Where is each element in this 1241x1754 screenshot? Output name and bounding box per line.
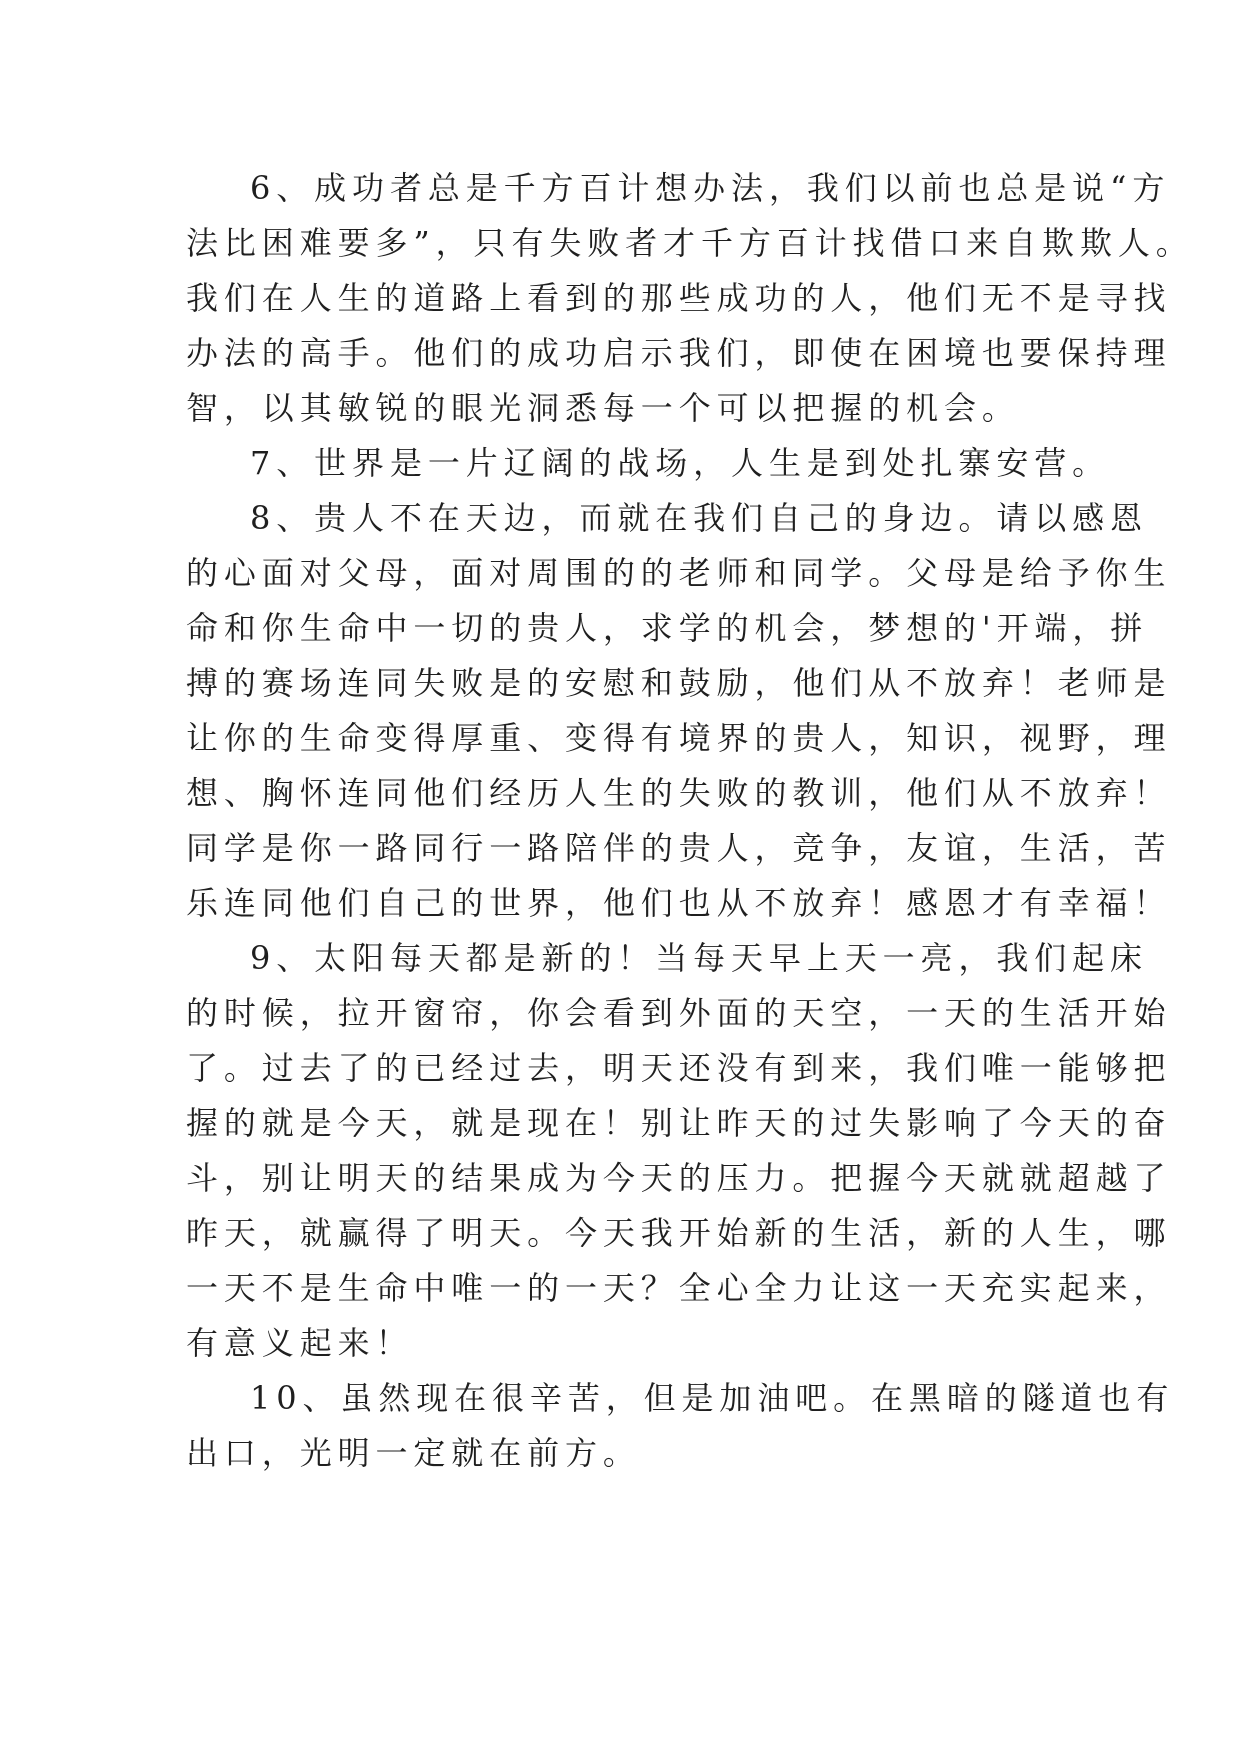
text-line: 乐连同他们自己的世界，他们也从不放弃！感恩才有幸福！	[186, 884, 1172, 922]
text-line: 8、贵人不在天边，而就在我们自己的身边。请以感恩	[250, 499, 1148, 537]
text-line: 斗，别让明天的结果成为今天的压力。把握今天就就超越了	[186, 1159, 1172, 1197]
text-line: 了。过去了的已经过去，明天还没有到来，我们唯一能够把	[186, 1049, 1172, 1087]
text-line: 6、成功者总是千方百计想办法，我们以前也总是说“方	[250, 169, 1171, 207]
text-line: 的时候，拉开窗帘，你会看到外面的天空，一天的生活开始	[186, 994, 1172, 1032]
text-line: 的心面对父母，面对周围的的老师和同学。父母是给予你生	[186, 554, 1172, 592]
text-line: 一天不是生命中唯一的一天？全心全力让这一天充实起来，	[186, 1269, 1172, 1307]
text-line: 7、世界是一片辽阔的战场，人生是到处扎寨安营。	[250, 444, 1111, 482]
text-line: 10、虽然现在很辛苦，但是加油吧。在黑暗的隧道也有	[250, 1379, 1175, 1417]
text-line: 想、胸怀连同他们经历人生的失败的教训，他们从不放弃！	[186, 774, 1172, 812]
text-line: 出口，光明一定就在前方。	[186, 1434, 641, 1472]
text-line: 昨天，就赢得了明天。今天我开始新的生活，新的人生，哪	[186, 1214, 1172, 1252]
text-line: 搏的赛场连同失败是的安慰和鼓励，他们从不放弃！老师是	[186, 664, 1172, 702]
text-line: 我们在人生的道路上看到的那些成功的人，他们无不是寻找	[186, 279, 1172, 317]
text-line: 让你的生命变得厚重、变得有境界的贵人，知识，视野，理	[186, 719, 1172, 757]
text-line: 同学是你一路同行一路陪伴的贵人，竞争，友谊，生活，苦	[186, 829, 1172, 867]
text-line: 智，以其敏锐的眼光洞悉每一个可以把握的机会。	[186, 389, 1020, 427]
text-line: 有意义起来！	[186, 1324, 414, 1362]
text-line: 握的就是今天，就是现在！别让昨天的过失影响了今天的奋	[186, 1104, 1172, 1142]
text-line: 法比困难要多”，只有失败者才千方百计找借口来自欺欺人。	[186, 224, 1194, 262]
text-line: 命和你生命中一切的贵人，求学的机会，梦想的'开端，拼	[186, 609, 1149, 647]
text-line: 办法的高手。他们的成功启示我们，即使在困境也要保持理	[186, 334, 1172, 372]
text-line: 9、太阳每天都是新的！当每天早上天一亮，我们起床	[250, 939, 1148, 977]
